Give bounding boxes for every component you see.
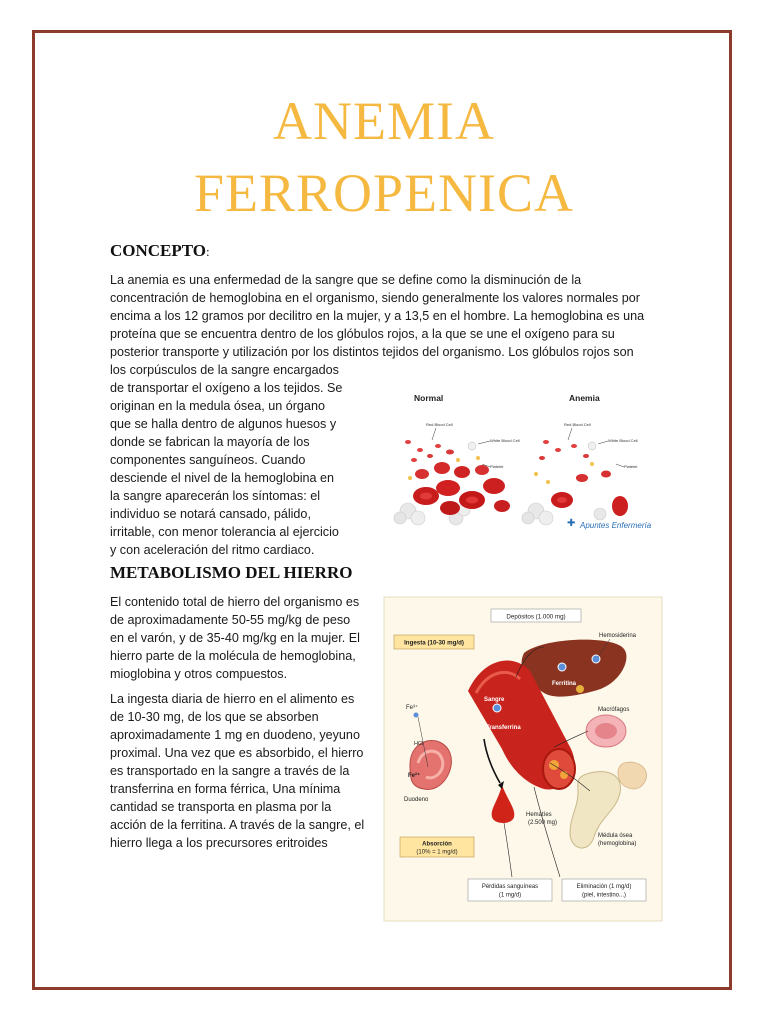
text-line: que se halla dentro de algunos huesos y — [110, 417, 337, 431]
text-line: concentración de hemoglobina en el organismo, siendo generalmente los valores normales por — [110, 291, 640, 305]
macrofagos-label: Macrófagos — [598, 707, 630, 713]
text-line: La anemia es una enfermedad de la sangre que se define como la disminución de la — [110, 273, 582, 287]
blood-comparison-figure — [386, 378, 652, 536]
metabolismo-paragraph-1 — [110, 593, 360, 683]
absorcion-label: Absorción — [422, 841, 452, 848]
concepto-paragraph-narrow — [110, 361, 342, 559]
sangre-label: Sangre — [484, 697, 505, 703]
page-title-line2: FERROPENICA — [193, 163, 575, 223]
medula-sublabel: (hemoglobina) — [598, 841, 637, 847]
text-line: en el varón, y de 35-40 mg/kg en la mujer. El — [110, 631, 360, 645]
hcl-label: HCl — [414, 741, 424, 747]
ferritina-label: Ferritina — [552, 681, 577, 687]
text-line: originan en la medula ósea, un órgano — [110, 399, 325, 413]
text-line: irritable, con menor tolerancia al ejercicio — [110, 525, 339, 539]
text-line: proteína que se encuentra dentro de los glóbulos rojos, a la que se une el oxígeno para su — [110, 327, 615, 341]
platelet-label-anemia: Platelet — [624, 464, 638, 469]
text-line: cantidad se transporta en plasma por la — [110, 800, 332, 814]
hematies-amount: (2.500 mg) — [528, 820, 558, 826]
rbc-label-anemia: Red Blood Cell — [564, 422, 591, 427]
text-line: encima a los 12 gramos por decilitro en la mujer, y a 13,5 en el hombre. La hemoglobina es una — [110, 309, 645, 323]
text-line: El contenido total de hierro del organismo es — [110, 595, 360, 609]
page-title-line1: ANEMIA — [273, 91, 495, 151]
metabolismo-paragraph-2 — [110, 690, 364, 852]
text-line: y con aceleración del ritmo cardiaco. — [110, 543, 315, 557]
text-line: hierro parte de la molécula de hemoglobina, — [110, 649, 356, 663]
wbc-label-anemia: White Blood Cell — [608, 438, 638, 443]
transferrina-label: Transferrina — [486, 725, 521, 731]
perdidas-value: (1 mg/d) — [498, 892, 522, 899]
text-line: aproximadamente 1 mg en duodeno, yeyuno — [110, 728, 360, 742]
text-line: donde se fabrican la mayoría de los — [110, 435, 310, 449]
hematies-label: Hematíes — [526, 812, 552, 818]
rbc-label-normal: Red Blood Cell — [426, 422, 453, 427]
text-line: de transportar el oxígeno a los tejidos. Se — [110, 381, 343, 395]
text-line: desciende el nivel de la hemoglobina en — [110, 471, 335, 485]
iron-metabolism-figure — [384, 597, 662, 921]
ingesta-label: Ingesta (10-30 mg/d) — [404, 639, 464, 647]
text-line: los corpúsculos de la sangre encargados — [110, 363, 339, 377]
medula-label: Médula ósea — [598, 833, 633, 839]
text-line: posterior transporte y utilización por los distintos tejidos del organismo. Los glóbulos rojos son — [110, 345, 634, 359]
text-line: La ingesta diaria de hierro en el alimento es — [110, 692, 355, 706]
text-line: mioglobina y otros compuestos. — [110, 667, 288, 681]
fe2-label: Fe²⁺ — [408, 773, 421, 779]
text-line: de 10-30 mg, de los que se absorben — [110, 710, 319, 724]
text-line: hierro llega a los precursores eritroides — [110, 836, 328, 850]
wbc-label-normal: White Blood Cell — [490, 438, 520, 443]
watermark-text: Apuntes Enfermería — [580, 521, 652, 530]
concepto-heading — [110, 241, 210, 261]
text-line: componentes sanguíneos. Cuando — [110, 453, 306, 467]
normal-label: Normal — [414, 393, 444, 403]
text-line: de aproximadamente 50-55 mg/kg de peso — [110, 613, 351, 627]
text-line: proximal. Una vez que es absorbido, el hierro — [110, 746, 364, 760]
concepto-colon: : — [206, 244, 210, 259]
text-line: transferrina en forma férrica, Una mínima — [110, 782, 341, 796]
anemia-label: Anemia — [569, 393, 600, 403]
fe3-label: Fe³⁺ — [406, 705, 419, 711]
eliminacion-label: Eliminación (1 mg/d) — [576, 884, 632, 890]
perdidas-label: Pérdidas sanguíneas — [481, 884, 539, 890]
duodeno-label: Duodeno — [404, 797, 429, 803]
text-line: la sangre aparecerán los síntomas: el — [110, 489, 321, 503]
concepto-heading-text: CONCEPTO — [110, 241, 207, 260]
platelet-label-normal: Platelet — [490, 464, 504, 469]
metabolismo-heading: METABOLISMO DEL HIERRO — [110, 563, 353, 582]
absorcion-value: (10% = 1 mg/d) — [416, 849, 458, 856]
text-line: es transportado en la sangre a través de la — [110, 764, 350, 778]
depositos-label: Depósitos (1.000 mg) — [506, 613, 566, 621]
eliminacion-value: (piel, intestino...) — [581, 892, 627, 899]
hemosiderina-label: Hemosiderina — [599, 633, 637, 639]
text-line: individuo se notará cansado, pálido, — [110, 507, 311, 521]
watermark-cross-icon: ✚ — [567, 518, 576, 529]
text-line: acción de la ferritina. A través de la sangre, el — [110, 818, 365, 832]
concepto-paragraph-full — [110, 271, 644, 361]
